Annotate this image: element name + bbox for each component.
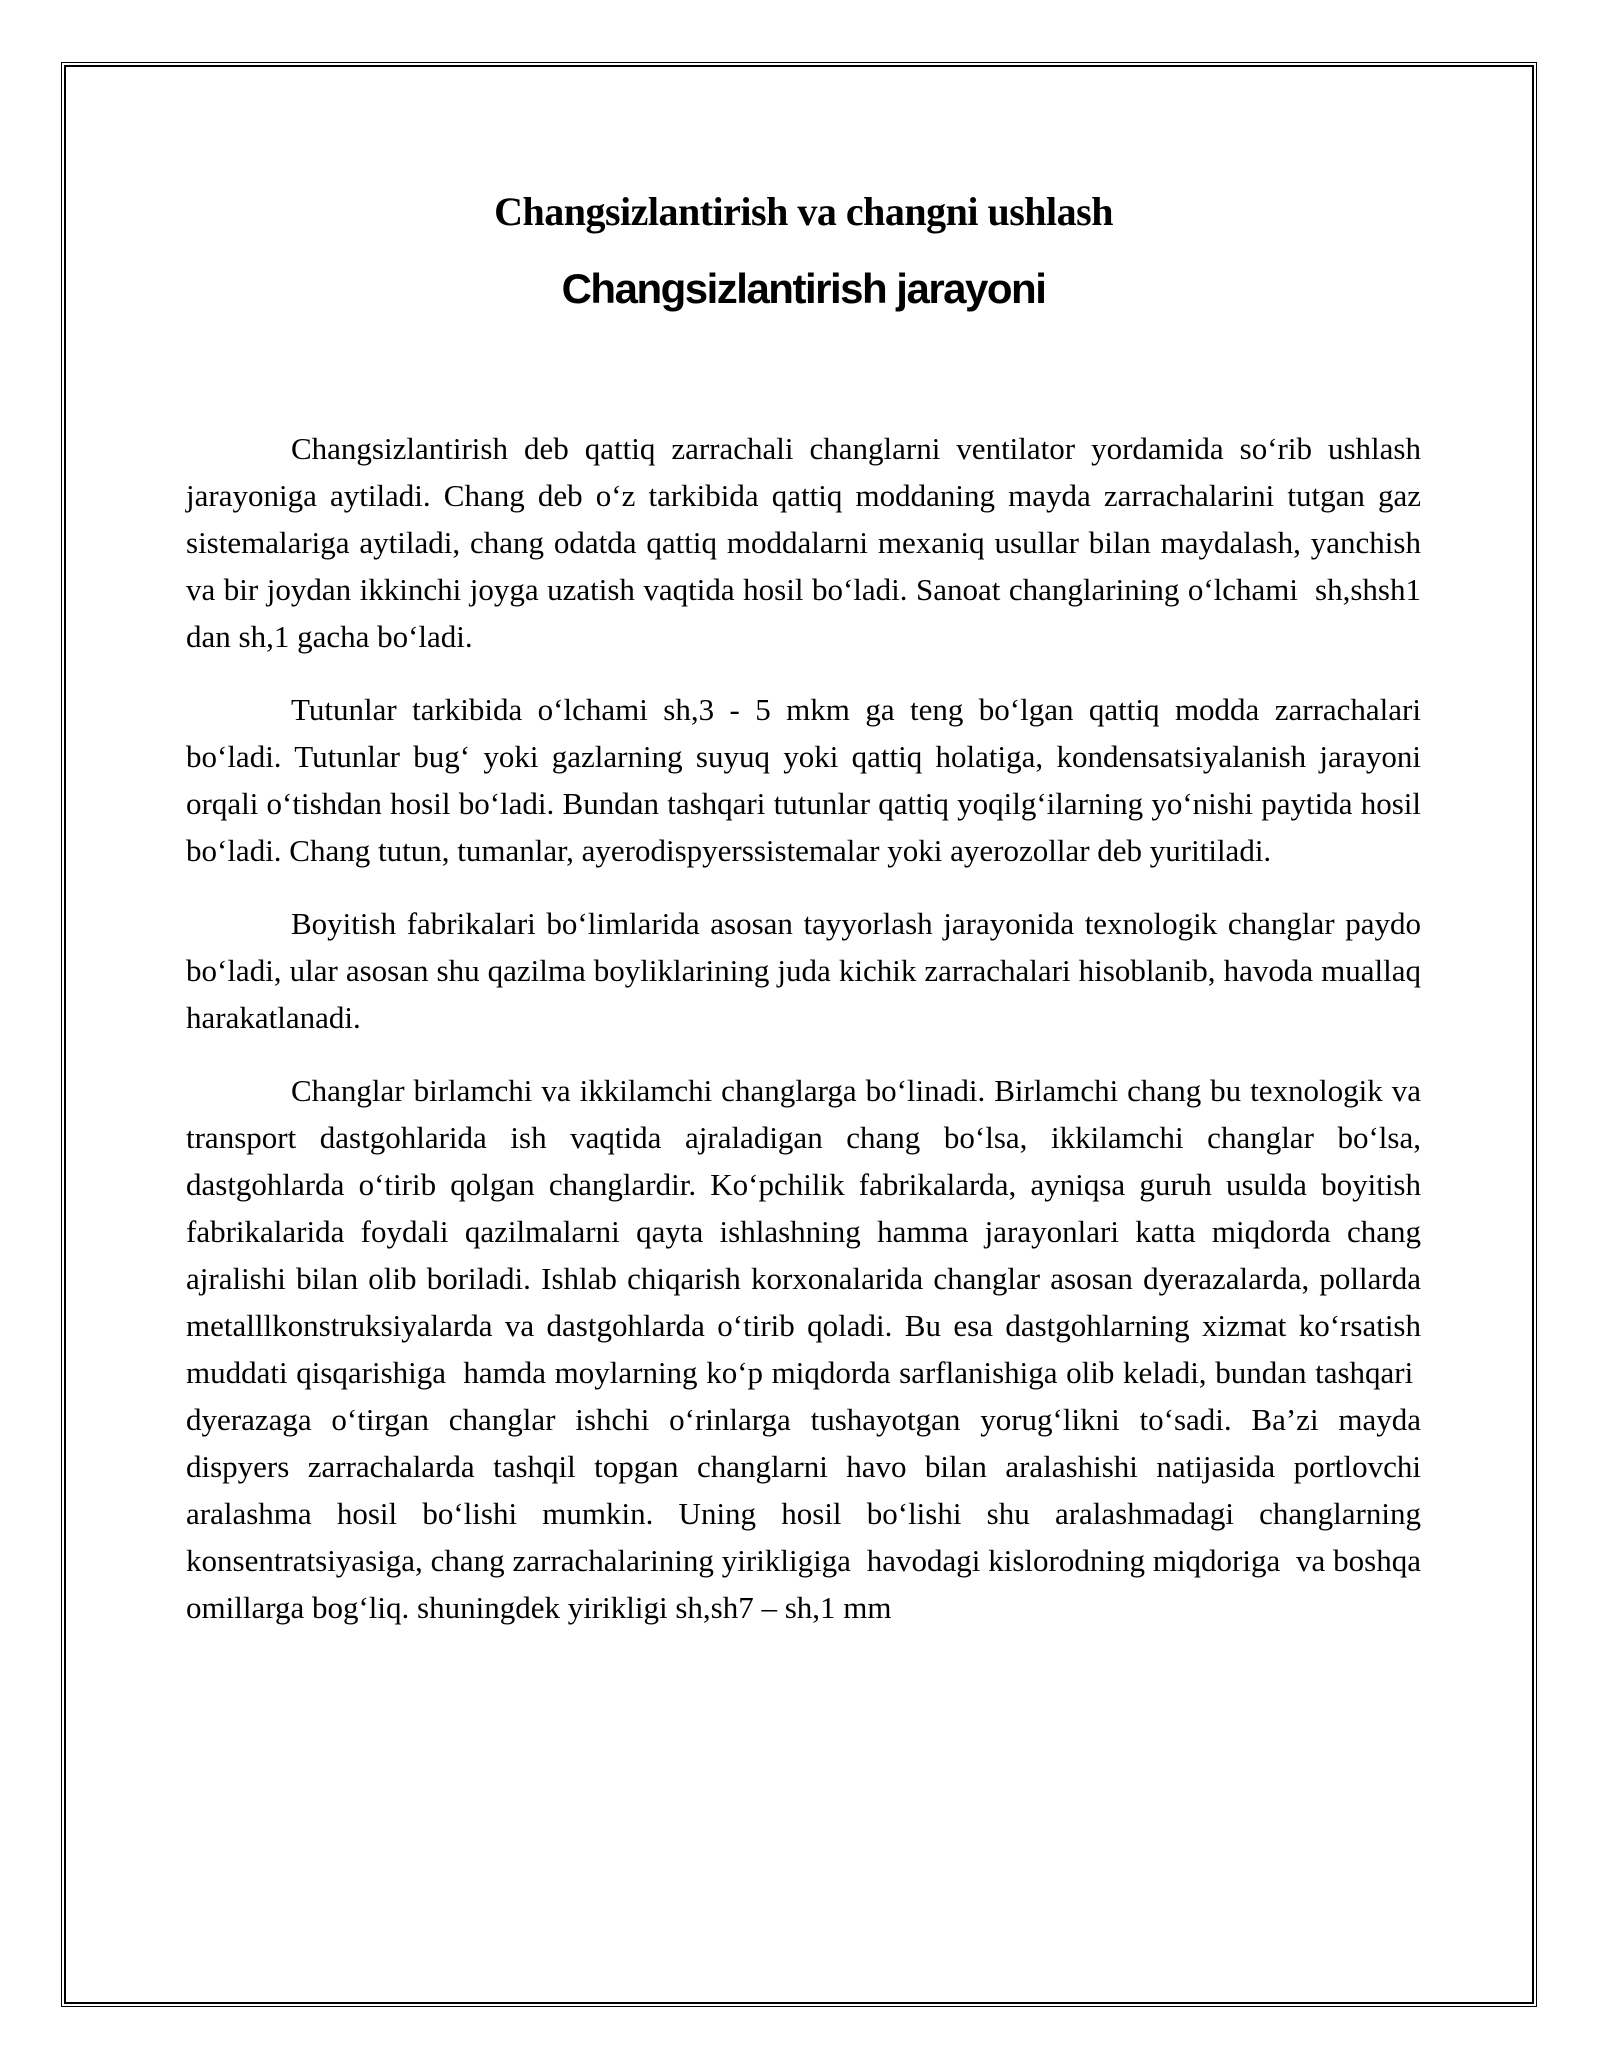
document-title: Changsizlantirish va changni ushlash xyxy=(494,189,1113,234)
document-body xyxy=(186,425,1421,1631)
paragraph: Changsizlantirish deb qattiq zarrachali changlarni ventilator yordamida so‘rib ushlash jarayoniga aytiladi. Chang deb o‘z tarkibida qattiq moddaning mayda zarrachalarini tutgan gaz sistemalariga aytiladi, chang odatda qattiq moddalarni mexaniq usullar bilan maydalash, yanchish va bir joydan ikkinchi joyga uzatish vaqtida hosil bo‘ladi. Sanoat changlarining o‘lchami sh,shsh1 dan sh,1 gacha bo‘ladi. xyxy=(186,431,1421,655)
paragraph: Tutunlar tarkibida o‘lchami sh,3 - 5 mkm ga teng bo‘lgan qattiq modda zarrachalari bo‘ladi. Tutunlar bug‘ yoki gazlarning suyuq yoki qattiq holatiga, kondensatsiyalanish jarayoni orqali o‘tishdan hosil bo‘ladi. Bundan tashqari tutunlar qattiq yoqilg‘ilarning yo‘nishi paytida hosil bo‘ladi. Chang tutun, tumanlar, ayerodispyerssistemalar yoki ayerozollar deb yuritiladi. xyxy=(186,692,1421,869)
document-content xyxy=(67,67,1531,1657)
paragraph: Boyitish fabrikalari bo‘limlarida asosan tayyorlash jarayonida texnologik changlar paydo bo‘ladi, ular asosan shu qazilma boyliklarining juda kichik zarrachalari hisoblanib, havoda muallaq harakatlanadi. xyxy=(186,906,1421,1036)
paragraph: Changlar birlamchi va ikkilamchi changlarga bo‘linadi. Birlamchi chang bu texnologik va transport dastgohlarida ish vaqtida ajraladigan chang bo‘lsa, ikkilamchi changlar bo‘lsa, dastgohlarda o‘tirib qolgan changlardir. Ko‘pchilik fabrikalarda, ayniqsa guruh usulda boyitish fabrikalarida foydali qazilmalarni qayta ishlashning hamma jarayonlari katta miqdorda chang ajralishi bilan olib boriladi. Ishlab chiqarish korxonalarida changlar asosan dyerazalarda, pollarda metalllkonstruksiyalarda va dastgohlarda o‘tirib qoladi. Bu esa dastgohlarning xizmat ko‘rsatish muddati qisqarishiga hamda moylarning ko‘p miqdorda sarflanishiga olib keladi, bundan tashqari dyerazaga o‘tirgan changlar ishchi o‘rinlarga tushayotgan yorug‘likni to‘sadi. Ba’zi mayda dispyers zarrachalarda tashqil topgan changlarni havo bilan aralashishi natijasida portlovchi aralashma hosil bo‘lishi mumkin. Uning hosil bo‘lishi shu aralashmadagi changlarning konsentratsiyasiga, chang zarrachalarining yirikligiga havodagi kislorodning miqdoriga va boshqa omillarga bog‘liq. shuningdek yirikligi sh,sh7 – sh,1 mm xyxy=(186,1073,1421,1626)
document-subtitle: Changsizlantirish jarayoni xyxy=(561,265,1046,312)
